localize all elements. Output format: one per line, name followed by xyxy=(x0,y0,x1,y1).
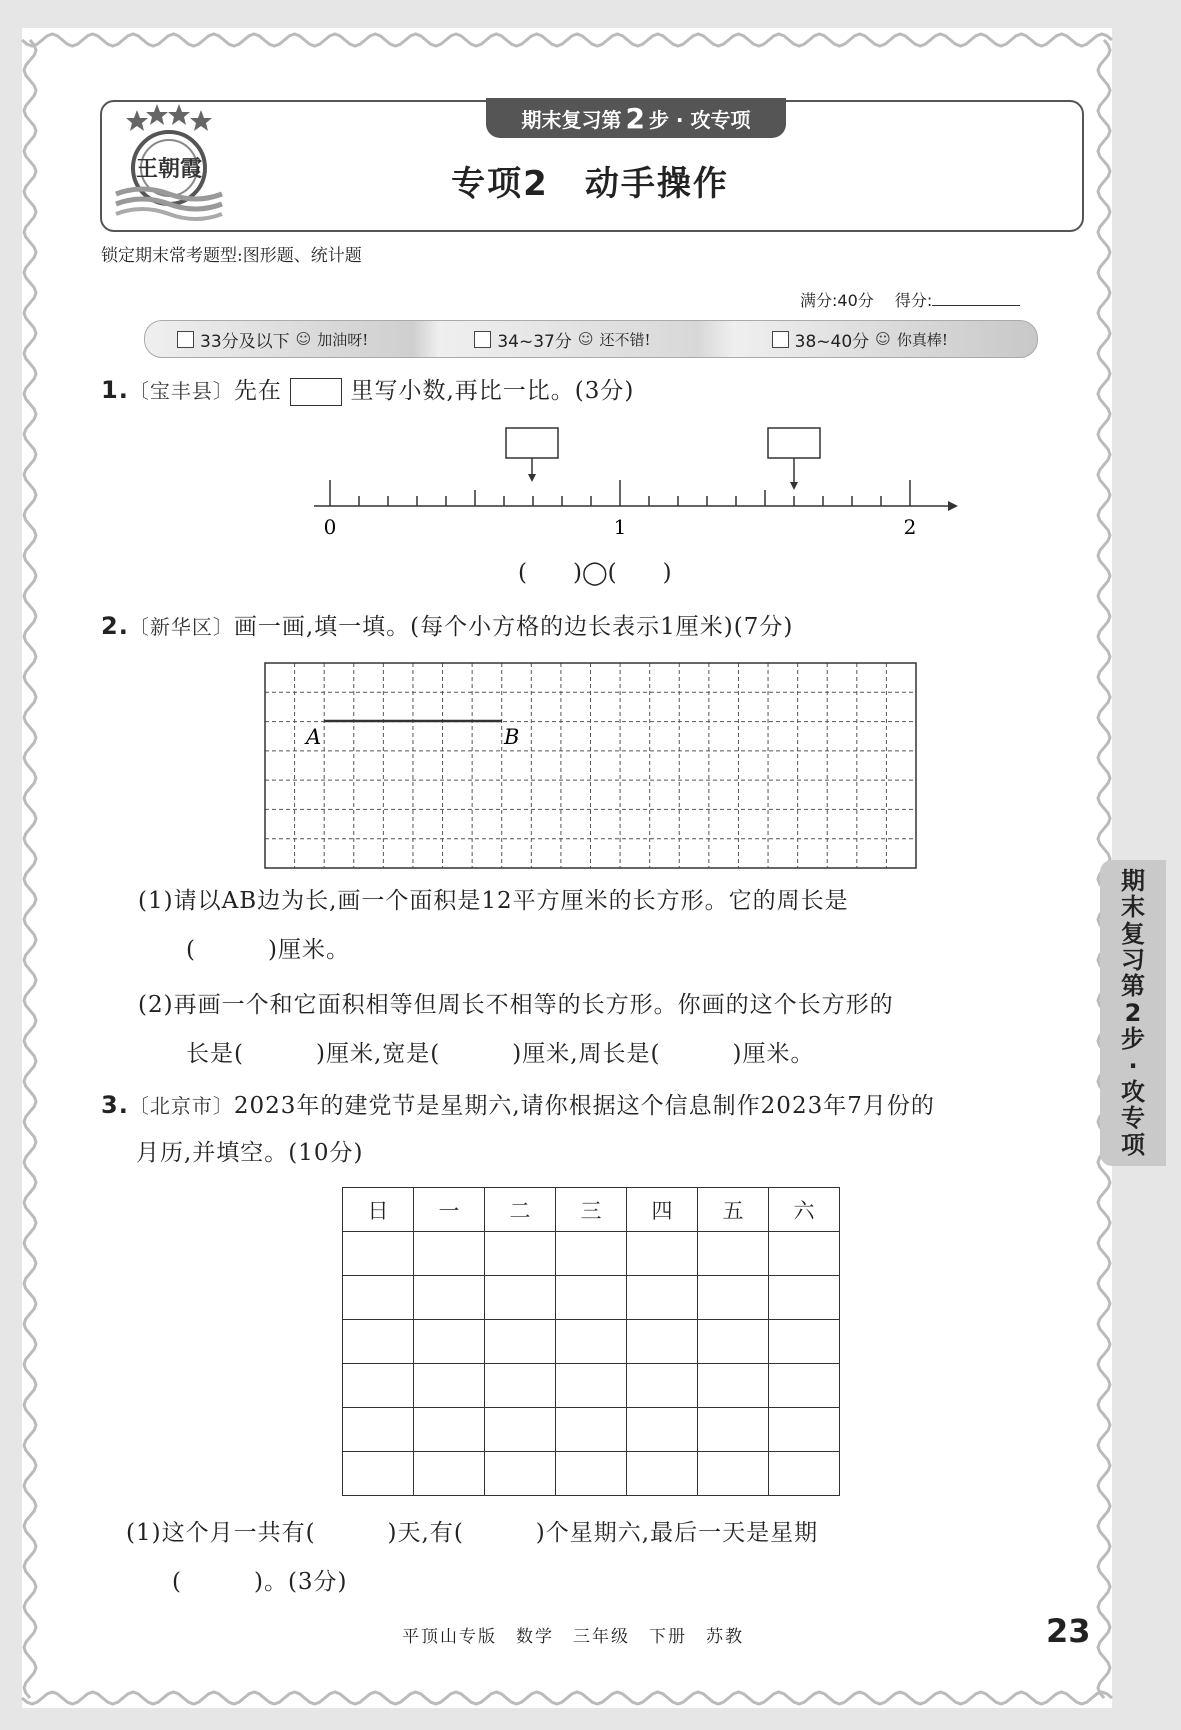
calendar-cell[interactable] xyxy=(414,1320,485,1364)
tick-label: 2 xyxy=(903,515,917,539)
step-number: 2 xyxy=(625,101,645,135)
rating-comment: 你真棒! xyxy=(896,330,948,349)
question-text: 画一画,填一填。(每个小方格的边长表示1厘米)(7分) xyxy=(233,614,794,640)
smiley-icon: ☺ xyxy=(875,330,891,348)
question-text: 里写小数,再比一比。(3分) xyxy=(350,378,635,404)
subquestion-3-1-answer[interactable]: ( )。(3分) xyxy=(172,1569,348,1595)
answer-box-right[interactable] xyxy=(768,428,820,458)
side-tab-char: 第 xyxy=(1121,972,1145,1001)
calendar-cell[interactable] xyxy=(414,1232,485,1276)
calendar-cell[interactable] xyxy=(698,1408,769,1452)
question-3 xyxy=(101,1091,935,1121)
smiley-icon: ☺ xyxy=(577,330,594,348)
weekday-header: 五 xyxy=(698,1188,769,1232)
question-text: 2023年的建党节是星期六,请你根据这个信息制作2023年7月份的 xyxy=(233,1093,935,1119)
calendar-cell[interactable] xyxy=(769,1232,840,1276)
calendar-cell[interactable] xyxy=(343,1276,414,1320)
rating-range: 38~40分 xyxy=(794,331,870,352)
answer-box-example xyxy=(290,378,342,406)
calendar-cell[interactable] xyxy=(627,1408,698,1452)
point-label-a: A xyxy=(306,725,322,749)
calendar-week-row xyxy=(343,1364,840,1408)
side-tab-char: 末 xyxy=(1121,893,1145,922)
question-2 xyxy=(101,612,793,642)
calendar-cell[interactable] xyxy=(343,1364,414,1408)
answer-box-left[interactable] xyxy=(506,428,558,458)
calendar-cell[interactable] xyxy=(556,1232,627,1276)
subtitle: 锁定期末常考题型:图形题、统计题 xyxy=(101,246,362,266)
weekday-header: 三 xyxy=(556,1188,627,1232)
side-tab-char: 专 xyxy=(1121,1104,1145,1133)
score-blank[interactable] xyxy=(932,291,1020,306)
step-suffix: 步 · 攻专项 xyxy=(648,107,751,132)
calendar-cell[interactable] xyxy=(343,1320,414,1364)
compare-blanks[interactable]: ( )◯( ) xyxy=(518,560,672,586)
calendar-cell[interactable] xyxy=(698,1364,769,1408)
calendar-header-row xyxy=(343,1188,840,1232)
weekday-header: 六 xyxy=(769,1188,840,1232)
rating-range: 33分及以下 xyxy=(200,331,290,352)
score-line xyxy=(800,288,1020,311)
calendar-cell[interactable] xyxy=(343,1232,414,1276)
side-tab-char: 攻 xyxy=(1121,1077,1145,1106)
question-region: 〔北京市〕 xyxy=(128,1094,234,1118)
calendar-table xyxy=(342,1187,840,1496)
weekday-header: 二 xyxy=(485,1188,556,1232)
subquestion-2-1-answer[interactable]: ( )厘米。 xyxy=(186,937,350,963)
section-title: 专项2 动手操作 xyxy=(451,164,729,204)
calendar-cell[interactable] xyxy=(556,1364,627,1408)
calendar-cell[interactable] xyxy=(769,1276,840,1320)
calendar-cell[interactable] xyxy=(556,1408,627,1452)
rating-comment: 加油呀! xyxy=(317,330,369,349)
calendar-cell[interactable] xyxy=(485,1408,556,1452)
calendar-cell[interactable] xyxy=(343,1408,414,1452)
calendar-cell[interactable] xyxy=(485,1452,556,1496)
logo-text: 王朝霞 xyxy=(135,156,203,182)
calendar-cell[interactable] xyxy=(769,1364,840,1408)
subquestion-3-1: (1)这个月一共有( )天,有( )个星期六,最后一天是星期 xyxy=(126,1520,819,1546)
calendar-cell[interactable] xyxy=(556,1276,627,1320)
calendar-cell[interactable] xyxy=(698,1320,769,1364)
question-number: 2. xyxy=(101,612,129,640)
tick-label: 1 xyxy=(613,515,627,539)
calendar-cell[interactable] xyxy=(414,1408,485,1452)
calendar-cell[interactable] xyxy=(627,1364,698,1408)
rating-comment: 还不错! xyxy=(599,330,651,349)
score-label: 得分: xyxy=(894,291,933,310)
calendar-week-row xyxy=(343,1408,840,1452)
calendar-week-row xyxy=(343,1232,840,1276)
calendar-cell[interactable] xyxy=(556,1320,627,1364)
calendar-cell[interactable] xyxy=(698,1452,769,1496)
rating-checkbox[interactable] xyxy=(177,331,194,348)
point-label-b: B xyxy=(504,725,520,749)
question-number: 3. xyxy=(101,1091,129,1119)
weekday-header: 四 xyxy=(627,1188,698,1232)
side-tab-char: 项 xyxy=(1121,1130,1145,1159)
subquestion-2-1: (1)请以AB边为长,画一个面积是12平方厘米的长方形。它的周长是 xyxy=(138,888,849,914)
calendar-cell[interactable] xyxy=(769,1452,840,1496)
rating-range: 34~37分 xyxy=(497,331,572,352)
weekday-header: 一 xyxy=(414,1188,485,1232)
calendar-cell[interactable] xyxy=(769,1408,840,1452)
calendar-cell[interactable] xyxy=(485,1320,556,1364)
calendar-cell[interactable] xyxy=(414,1276,485,1320)
calendar-week-row xyxy=(343,1320,840,1364)
rating-option-high xyxy=(740,327,1037,352)
question-region: 〔宝丰县〕 xyxy=(128,379,234,403)
smiley-icon: ☺ xyxy=(295,330,312,348)
side-tab-char: 期 xyxy=(1121,866,1145,895)
subquestion-2-2-answer[interactable]: 长是( )厘米,宽是( )厘米,周长是( )厘米。 xyxy=(186,1041,815,1067)
calendar-cell[interactable] xyxy=(627,1320,698,1364)
calendar-cell[interactable] xyxy=(627,1232,698,1276)
calendar-cell[interactable] xyxy=(627,1452,698,1496)
rating-bar xyxy=(144,320,1038,358)
question-text: 先在 xyxy=(233,378,282,404)
number-line xyxy=(300,420,960,540)
subquestion-2-2: (2)再画一个和它面积相等但周长不相等的长方形。你画的这个长方形的 xyxy=(138,992,894,1018)
page-number: 23 xyxy=(1046,1612,1091,1650)
question-text-cont: 月历,并填空。(10分) xyxy=(136,1140,364,1166)
weekday-header: 日 xyxy=(343,1188,414,1232)
side-tab-char: · xyxy=(1128,1051,1138,1080)
side-tab-char: 2 xyxy=(1124,998,1142,1027)
calendar-cell[interactable] xyxy=(698,1232,769,1276)
calendar-cell[interactable] xyxy=(698,1276,769,1320)
arrow-icon xyxy=(948,501,958,511)
side-tab xyxy=(1100,860,1166,1166)
side-tab-char: 步 xyxy=(1121,1025,1145,1054)
tick-label: 0 xyxy=(323,515,337,539)
calendar-cell[interactable] xyxy=(485,1364,556,1408)
step-prefix: 期末复习第 xyxy=(521,107,622,132)
calendar-cell[interactable] xyxy=(343,1452,414,1496)
question-1 xyxy=(101,376,634,406)
rating-checkbox[interactable] xyxy=(772,331,789,348)
full-score: 满分:40分 xyxy=(800,291,874,310)
footer: 平顶山专版 数学 三年级 下册 苏教 xyxy=(402,1627,744,1647)
publisher-logo xyxy=(114,104,224,222)
side-tab-char: 复 xyxy=(1121,919,1145,948)
calendar-cell[interactable] xyxy=(556,1452,627,1496)
calendar-cell[interactable] xyxy=(627,1276,698,1320)
calendar-cell[interactable] xyxy=(414,1452,485,1496)
calendar-cell[interactable] xyxy=(485,1276,556,1320)
calendar-week-row xyxy=(343,1276,840,1320)
rating-option-low xyxy=(145,327,442,352)
rating-checkbox[interactable] xyxy=(474,331,491,348)
calendar-week-row xyxy=(343,1452,840,1496)
calendar-cell[interactable] xyxy=(769,1320,840,1364)
step-tab xyxy=(486,98,786,138)
question-number: 1. xyxy=(101,376,129,404)
calendar-cell[interactable] xyxy=(485,1232,556,1276)
question-region: 〔新华区〕 xyxy=(128,615,234,639)
calendar-cell[interactable] xyxy=(414,1364,485,1408)
square-grid[interactable] xyxy=(264,662,918,870)
rating-option-mid xyxy=(442,327,739,352)
side-tab-char: 习 xyxy=(1121,946,1145,975)
